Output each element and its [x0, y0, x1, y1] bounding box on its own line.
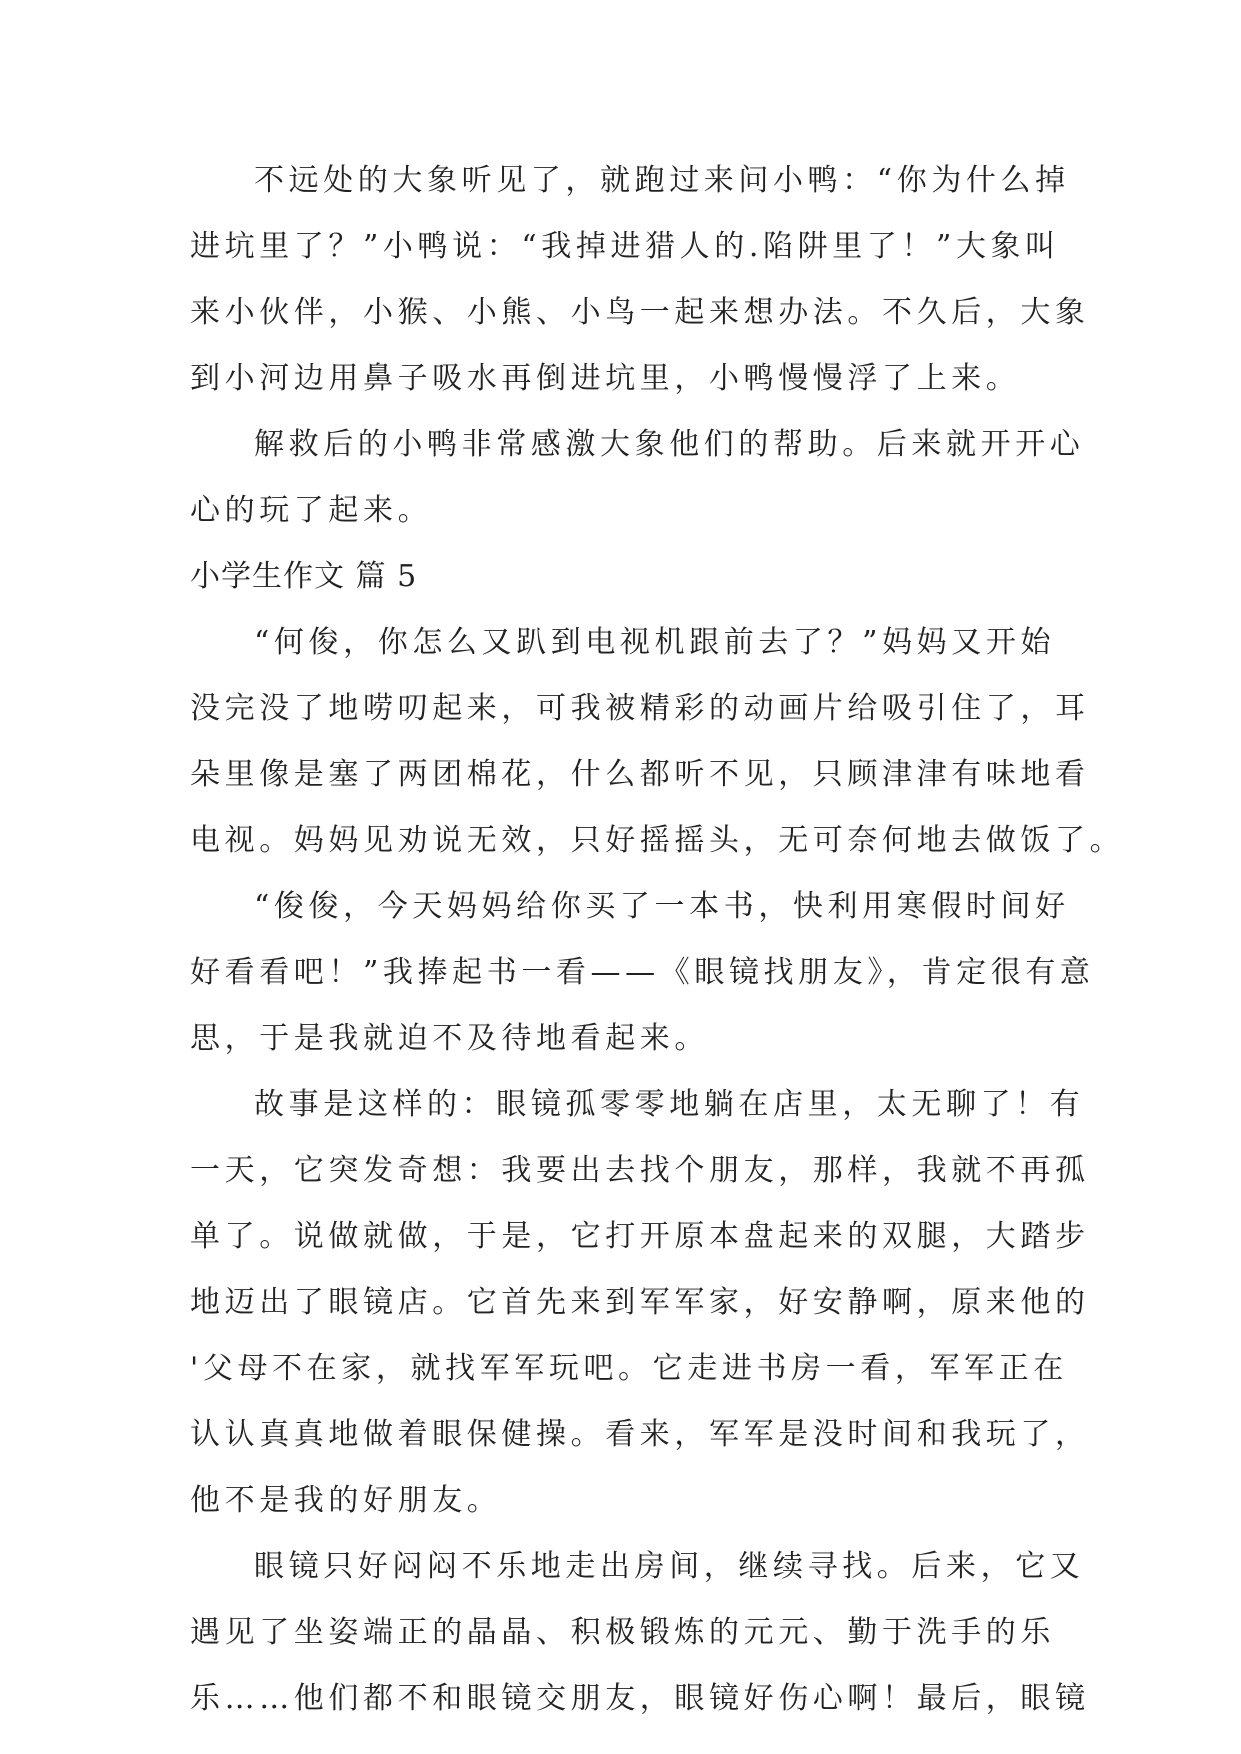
text-line: 心的玩了起来。	[190, 493, 433, 528]
text-line: 进坑里了？”小鸭说：“我掉进猎人的.陷阱里了！”大象叫	[190, 229, 1060, 264]
text-line: 来小伙伴，小猴、小熊、小鸟一起来想办法。不久后，大象	[190, 295, 1090, 330]
text-line: 好看看吧！”我捧起书一看——《眼镜找朋友》，肯定很有意	[190, 955, 1095, 990]
text-line: 乐……他们都不和眼镜交朋友，眼镜好伤心啊！最后，眼镜	[190, 1681, 1090, 1716]
text-line: 认认真真地做着眼保健操。看来，军军是没时间和我玩了，	[190, 1417, 1090, 1452]
text-line: 到小河边用鼻子吸水再倒进坑里，小鸭慢慢浮了上来。	[190, 361, 1021, 396]
text-line: 不远处的大象听见了，就跑过来问小鸭：“你为什么掉	[254, 163, 1070, 198]
text-line: 朵里像是塞了两团棉花，什么都听不见，只顾津津有味地看	[190, 757, 1090, 792]
text-line: 他不是我的好朋友。	[190, 1483, 502, 1518]
text-line: 一天，它突发奇想：我要出去找个朋友，那样，我就不再孤	[190, 1153, 1090, 1188]
text-line: 思，于是我就迫不及待地看起来。	[190, 1021, 709, 1056]
text-line: 遇见了坐姿端正的晶晶、积极锻炼的元元、勤于洗手的乐	[190, 1615, 1055, 1650]
text-line: 单了。说做就做，于是，它打开原本盘起来的双腿，大踏步	[190, 1219, 1090, 1254]
text-line: 眼镜只好闷闷不乐地走出房间，继续寻找。后来，它又	[254, 1549, 1085, 1584]
text-line: 解救后的小鸭非常感激大象他们的帮助。后来就开开心	[254, 427, 1085, 462]
text-line: 故事是这样的：眼镜孤零零地躺在店里，太无聊了！有	[254, 1087, 1085, 1122]
text-line: '父母不在家，就找军军玩吧。它走进书房一看，军军正在	[190, 1351, 1068, 1386]
section-heading: 小学生作文 篇 5	[190, 559, 418, 594]
text-line: 地迈出了眼镜店。它首先来到军军家，好安静啊，原来他的	[190, 1285, 1090, 1320]
text-line: “俊俊，今天妈妈给你买了一本书，快利用寒假时间好	[254, 889, 1070, 924]
document-page	[190, 148, 1125, 1732]
text-line: 没完没了地唠叨起来，可我被精彩的动画片给吸引住了，耳	[190, 691, 1090, 726]
text-line: “何俊，你怎么又趴到电视机跟前去了？”妈妈又开始	[254, 625, 1056, 660]
text-line: 电视。妈妈见劝说无效，只好摇摇头，无可奈何地去做饭了。	[190, 823, 1125, 858]
